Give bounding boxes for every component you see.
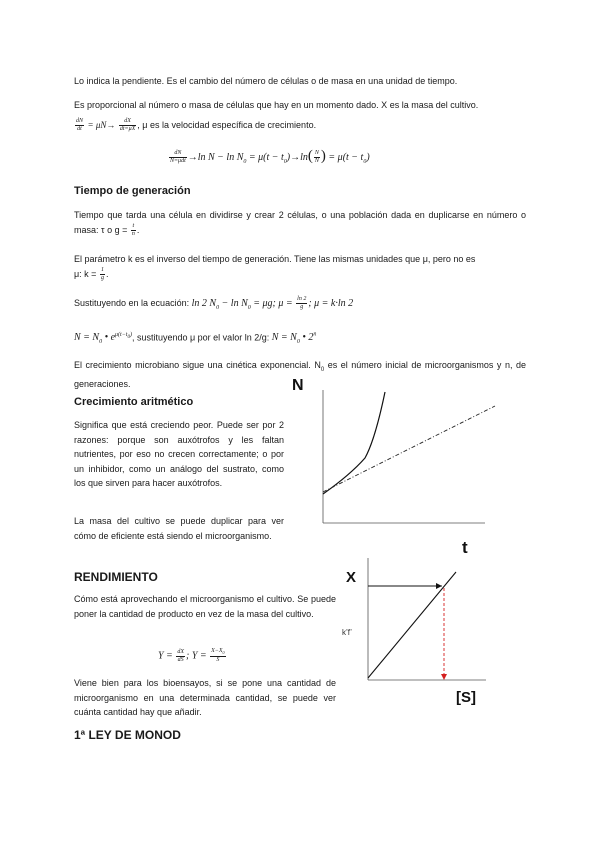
yield-red-arrow-head — [441, 674, 447, 680]
paragraph-rendimiento: Cómo está aprovechando el microorganismo el cultivo. Se puede poner la cantidad de producto en vez de la masa del cultivo. — [74, 594, 336, 619]
paragraph-pendiente: Lo indica la pendiente. Es el cambio del número de células o de masa en una unidad de tiempo. — [74, 76, 458, 86]
growth-curve-chart — [290, 370, 505, 560]
equation-integration: $\frac{dN}{\text{N=μdt}}$ →ln $N - \ln N_0 = \mu(t - t_0)\to\ln$( $\frac{N}{N}$ ) = $\mu(t - t_0)$ — [170, 148, 370, 165]
paragraph-parametro-k: El parámetro k es el inverso del tiempo de generación. Tiene las mismas unidades que μ, pero no es μ: k = $\frac{1}{g}$ . — [74, 254, 476, 281]
paragraph-exponencial-ecuacion: $N = N_0$ • $e^{\mu(t-t_0)}$, sustituyendo μ por el valor ln 2/g: $N = N_0$ • 2$^n$ — [74, 332, 317, 346]
paragraph-masa-duplicar: La masa del cultivo se puede duplicar para ver cómo de eficiente está siendo el microorganismo. — [74, 516, 284, 541]
chart1-y-label: N — [292, 377, 304, 394]
chart2-mark: k’f’ — [342, 628, 352, 637]
equation-yield: Y = $\frac{dX}{dS}$ ; Y = $\frac{X-X_0}{S}$ — [158, 648, 225, 664]
yield-arrow-head — [436, 583, 442, 589]
paragraph-crece-peor: Significa que está creciendo peor. Puede ser por 2 razones: porque son auxótrofos y les faltan nutrientes, por eso no crecen correctamente; o por un inhibidor, como un análogo del sustrato, como los que sirven para hacer auxótrofos. — [74, 420, 284, 488]
paragraph-cinetica-exponencial: El crecimiento microbiano sigue una cinética exponencial. $N_0$ es el número inicial de microorganismos y n, de generaciones. — [74, 360, 527, 390]
paragraph-sustituyendo: Sustituyendo en la ecuación: ln 2 $N_0 - \ln N_0 = \mu g$; μ = $\frac{\ln 2}{g}$ ; μ = k·ln 2 — [74, 296, 354, 311]
yield-line — [368, 572, 456, 678]
paragraph-proporcional: Es proporcional al número o masa de células que hay en un momento dado. X es la masa del cultivo. — [74, 100, 479, 110]
heading-crecimiento-aritmetico: Crecimiento aritmético — [74, 396, 194, 408]
exponential-growth-curve — [323, 392, 385, 494]
arithmetic-growth-line — [323, 406, 495, 492]
heading-tiempo-generacion: Tiempo de generación — [74, 185, 191, 197]
equation-growth-rate: $\frac{dN}{dt}$ = μN→ $\frac{dX}{dt=\mu X}$ , μ es la velocidad específica de crecimiento. — [76, 118, 317, 133]
chart1-x-label: t — [462, 538, 468, 557]
paragraph-tiempo-definicion: Tiempo que tarda una célula en dividirse y crear 2 células, o una población dada en duplicarse en número o masa: τ o g = $\frac{t}{n}$ . — [74, 210, 526, 237]
paragraph-bioensayos: Viene bien para los bioensayos, si se pone una cantidad de microorganismo en una determinada cantidad, se puede ver cuánta cantidad hay que añadir. — [74, 678, 336, 717]
chart2-y-label: X — [346, 569, 357, 586]
yield-chart — [338, 552, 498, 712]
heading-rendimiento: RENDIMIENTO — [74, 570, 158, 584]
heading-ley-monod: 1ª LEY DE MONOD — [74, 728, 181, 742]
chart2-x-label: [S] — [456, 689, 476, 706]
